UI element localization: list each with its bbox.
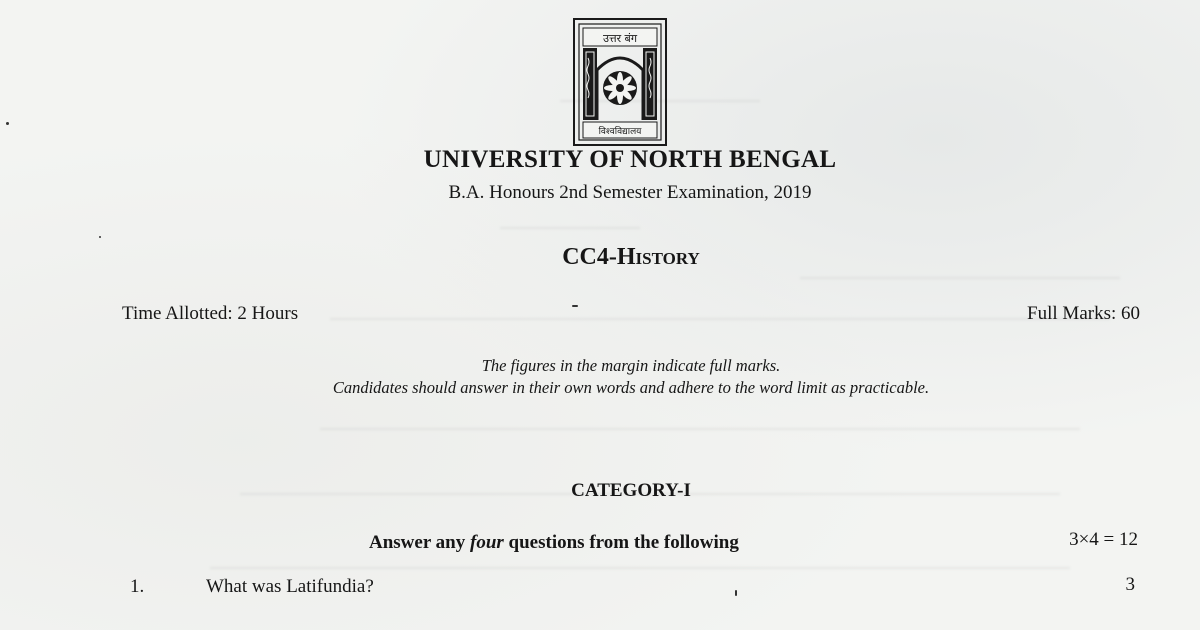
exam-title: B.A. Honours 2nd Semester Examination, 2019 [448,182,812,203]
emblem-graphic [573,18,667,146]
section-instruction [369,532,739,554]
question-text: What was Latifundia? [206,576,374,597]
section-marks: 3×4 = 12 [1069,529,1138,550]
section-instruction-start: Answer any [369,532,470,553]
instruction-line-2: Candidates should answer in their own words and adhere to the word limit as practicable. [332,378,930,397]
emblem-top-text: उत्तर बंग [602,32,638,45]
section-instruction-end: questions from the following [503,532,739,553]
full-marks: Full Marks: 60 [1027,303,1140,324]
time-allotted: Time Allotted: 2 Hours [122,303,299,324]
question-marks: 3 [1125,574,1135,595]
university-emblem-logo [573,18,667,146]
paper-code: CC4-History [562,244,700,270]
scan-speck [6,122,9,125]
scan-speck [735,590,737,596]
emblem-bottom-text: विश्वविद्यालय [598,127,642,137]
university-name: UNIVERSITY OF NORTH BENGAL [423,146,837,173]
question-number: 1. [130,576,145,597]
scan-speck [99,236,101,238]
bleed-through-mark [500,227,640,229]
instruction-line-1: The figures in the margin indicate full marks. [481,356,781,375]
category-heading: CATEGORY-I [571,480,691,501]
scan-speck [572,305,578,307]
bleed-through-mark [210,567,1070,569]
bleed-through-mark [320,428,1080,430]
bleed-through-mark [800,277,1120,279]
bleed-through-mark [330,318,1110,320]
section-instruction-emphasis: four [470,532,504,553]
